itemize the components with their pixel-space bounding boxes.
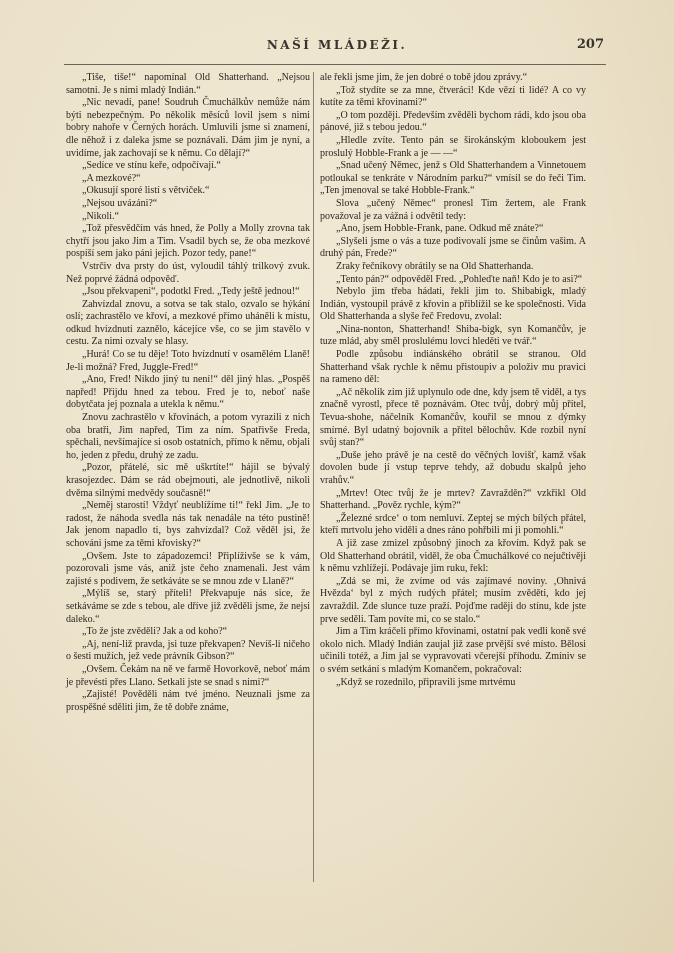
left-column bbox=[66, 72, 310, 714]
paragraph: Zahvízdal znovu, a sotva se tak stalo, ozvalo se hýkání oslí; zachrastělo ve křoví, a mezkové přímo uháněli k místu, odkud hvízdnutí zaznělo, kácejíce vše, co se jim stavělo v cestu. Za nimi ozvaly se hlasy. bbox=[66, 298, 310, 348]
paragraph: „Duše jeho právě je na cestě do věčných lovišť, kamž však dovolen bude jí vstup teprve tehdy, až dobudu skalpů jeho vrahův.“ bbox=[320, 449, 586, 486]
paragraph: „O tom později. Především zvěděli bychom rádi, kdo jsou oba pánové, již s tebou jedou.“ bbox=[320, 109, 586, 134]
paragraph: „Neměj starostí! Vždyť neublížíme ti!“ řekl Jim. „Je to radost, že náhoda svedla nás tak nenadále na této pustině! Jak jenom napadlo ti, bys zahvízdal? Což věděl jsi, že schováni jsme za těmi křovisky?“ bbox=[66, 500, 310, 549]
paragraph: ale řekli jsme jim, že jen dobré o tobě jdou zprávy.“ bbox=[320, 72, 528, 83]
paragraph: „Nina-nonton, Shatterhand! Shiba-bigk, syn Komančův, je tuze mlád, aby směl proslulému lovci hleděti ve tvář.“ bbox=[320, 323, 586, 348]
paragraph: Jim a Tim kráčeli přímo křovinami, ostatní pak vedli koně své okolo nich. Mladý Indián zaujal již zase prvější své místo. Bělosi učinili totéž, a Jim jal se vypravovati včerejší příhodu. Zmíniv se o svém setkání s mladým Komančem, pokračoval: bbox=[320, 626, 586, 675]
paragraph: „Ano, jsem Hobble-Frank, pane. Odkud mě znáte?“ bbox=[336, 223, 544, 235]
paragraph: „Tož stydíte se za mne, čtveráci! Kde vězí ti lidé? A co vy kutíte za těmi křovinami?“ bbox=[320, 84, 586, 109]
running-title: NAŠÍ MLÁDEŽI. bbox=[266, 38, 408, 52]
paragraph: „Mrtev! Otec tvůj že je mrtev? Zavražděn?“ vzkřikl Old Shatterhand. „Pověz rychle, kým?“ bbox=[320, 487, 586, 512]
paragraph: „Ovšem. Čekám na ně ve farmě Hovorkově, neboť mám je převésti přes Llano. Setkali jste se snad s nimi?“ bbox=[66, 663, 310, 688]
paragraph: „Nejsou uvázáni?“ bbox=[82, 197, 158, 209]
paragraph: Slova „učený Němec“ pronesl Tim žertem, ale Frank považoval je za vážná i odvětil tedy: bbox=[320, 197, 586, 222]
paragraph: „Železné srdce‘ o tom nemluví. Zeptej se mých bílých přátel, kteří mrtvolu jeho viděli a dnes ráno pohřbili mi ji pomohli.“ bbox=[320, 512, 586, 537]
paragraph: „Zdá se mi, že zvíme od vás zajímavé noviny. ‚Ohnivá Hvězda‘ byl z mých rudých přátel; musím zvěděti, kdo jej zavraždil. Zde slunce tuze praží. Pojďme raději do stínu, kde jste prve seděli. Tam povíte mi, co se stalo.“ bbox=[320, 575, 586, 625]
paragraph: „Ano, Fred! Nikdo jiný tu není!“ děl jiný hlas. „Pospěš napřed! Přijdu hned za tebou. Fred je to, neboť naše dobytčata jej poznala a utekla k němu.“ bbox=[66, 374, 310, 411]
paragraph: „Hurá! Co se tu děje! Toto hvízdnutí v osamělém Llaně! Je-li možná? Fred, Juggle-Fred!“ bbox=[66, 349, 310, 373]
paragraph: „Tento pán?“ odpověděl Fred. „Pohleďte naň! Kdo je to asi?“ bbox=[336, 273, 583, 285]
page-number: 207 bbox=[576, 37, 604, 52]
paragraph: „Ač několik zim již uplynulo ode dne, kdy jsem tě viděl, a tys značně vyrostl, přece tě poznávám. Otec tvůj, dobrý můj přítel, Tevua-shohe, náčelník Komančův, kouřil se mnou z dýmky smírné. Byl udatný bojovník a přítel bělochův. Kde rozbil nyní svůj stan?“ bbox=[320, 386, 586, 449]
paragraph: „Tož přesvědčím vás hned, že Polly a Molly zrovna tak chytří jsou jako Jim a Tim. Vsadil bych se, že oba mezkové pospíší sem jako páni jejich. Pozor tedy, pane!“ bbox=[66, 223, 310, 260]
running-head bbox=[0, 38, 674, 54]
paragraph: „Mýlíš se, starý příteli! Překvapuje nás sice, že setkáváme se zde s tebou, ale dříve již zvěděli jsme, že nejsi daleko.“ bbox=[66, 588, 310, 625]
paragraph: „To že jste zvěděli? Jak a od koho?“ bbox=[82, 626, 228, 638]
paragraph: „Nic nevadí, pane! Soudruh Čmuchálkův nemůže nám býti nebezpečným. Po několik měsíců lovil jsem s nimi bobry nahoře v Černých horách. Umluvili jsme si znamení, dle něhož i z daleka jsme se poznávali. Dám jim je nyní, a uvidíme, jak zachovají se k němu. Co dělají?“ bbox=[66, 97, 310, 159]
column-divider bbox=[313, 72, 314, 882]
paragraph: Nebylo jim třeba hádati, řekli jim to. Shibabigk, mladý Indián, vystoupil právě z křovin a přiblížil se ke společnosti. Vida Old Shatterhanda a slyše řeč Fredovu, zvolal: bbox=[320, 286, 586, 323]
paragraph: „Hledle zvíte. Tento pán se širokánským kloboukem jest proslulý Hobble-Frank a je — —“ bbox=[320, 134, 586, 159]
paragraph: Podle způsobu indiánského obrátil se stranou. Old Shatterhand však rychle k němu přistoupiv a položiv mu pravici na rameno děl: bbox=[320, 349, 586, 386]
paragraph: „Aj, není-liž pravda, jsi tuze překvapen? Nevíš-li ničeho o šesti mužích, jež vede právník Gibson?“ bbox=[66, 638, 310, 663]
paragraph: „Pozor, přátelé, sic mě uškrtíte!“ hájil se bývalý krasojezdec. Dám se rád obejmouti, ale jednotlivě, nikoli dvěma silnými medvědy současně!“ bbox=[66, 462, 310, 499]
paragraph: „Nikoli.“ bbox=[82, 210, 119, 222]
paragraph: „Sedíce ve stínu keře, odpočívají.“ bbox=[82, 160, 221, 172]
paragraph: A již zase zmizel způsobný jinoch za křovím. Když pak se Old Shatterhand obrátil, viděl, že oba Čmuchálkové co nejučtivěji k němu vzhlížejí. Podávaje jim ruku, řekl: bbox=[320, 537, 586, 575]
paragraph: „Když se rozednilo, připravili jsme mrtvému bbox=[336, 676, 516, 688]
paragraph: Vstrčiv dva prsty do úst, vyloudil táhlý trilkový zvuk. Než poprvé žádná odpověď. bbox=[66, 260, 310, 285]
paragraph: „Okusují sporé listí s větviček.“ bbox=[82, 185, 210, 197]
paragraph: „Tiše, tiše!“ napomínal Old Shatterhand. „Nejsou samotni. Je s nimi mladý Indián.“ bbox=[66, 72, 310, 96]
paragraph: „Zajisté! Pověděli nám tvé jméno. Neuznali jsme za prospěšné sděliti jim, že tě dobře známe, bbox=[66, 689, 310, 713]
paragraph: „A mezkové?“ bbox=[82, 172, 141, 184]
paragraph: „Jsou překvapeni“, podotkl Fred. „Tedy ještě jednou!“ bbox=[82, 286, 300, 298]
paragraph: Zraky řečníkovy obrátily se na Old Shatterhanda. bbox=[336, 260, 534, 272]
header-rule bbox=[64, 64, 606, 65]
right-column bbox=[320, 72, 586, 689]
paragraph: „Slyšeli jsme o vás a tuze podivovali jsme se činům vašim. A druhý pán, Frede?“ bbox=[320, 235, 586, 260]
paragraph: Znovu zachrastělo v křovinách, a potom vyrazili z nich oba bratři, Jim napřed, Tim za ním. Spatřivše Freda, spěchali, nevšímajíce si osob ostatních, přímo k němu, objali ho, jeden z předu, druhý ze zadu. bbox=[66, 412, 310, 461]
paragraph: „Ovšem. Jste to západozemci! Připlíživše se k vám, pozorovali jsme vás, aniž jste čeho znamenali. Jest vám zajisté s podivem, že setkáváte se se mnou zde v Llaně?“ bbox=[66, 550, 310, 587]
paragraph: „Snad učený Němec, jenž s Old Shatterhandem a Vinnetouem potloukal se tenkráte v Národním parku?“ vmísil se do řeči Tim. „Ten jmenoval se také Hobble-Frank.“ bbox=[320, 160, 586, 197]
